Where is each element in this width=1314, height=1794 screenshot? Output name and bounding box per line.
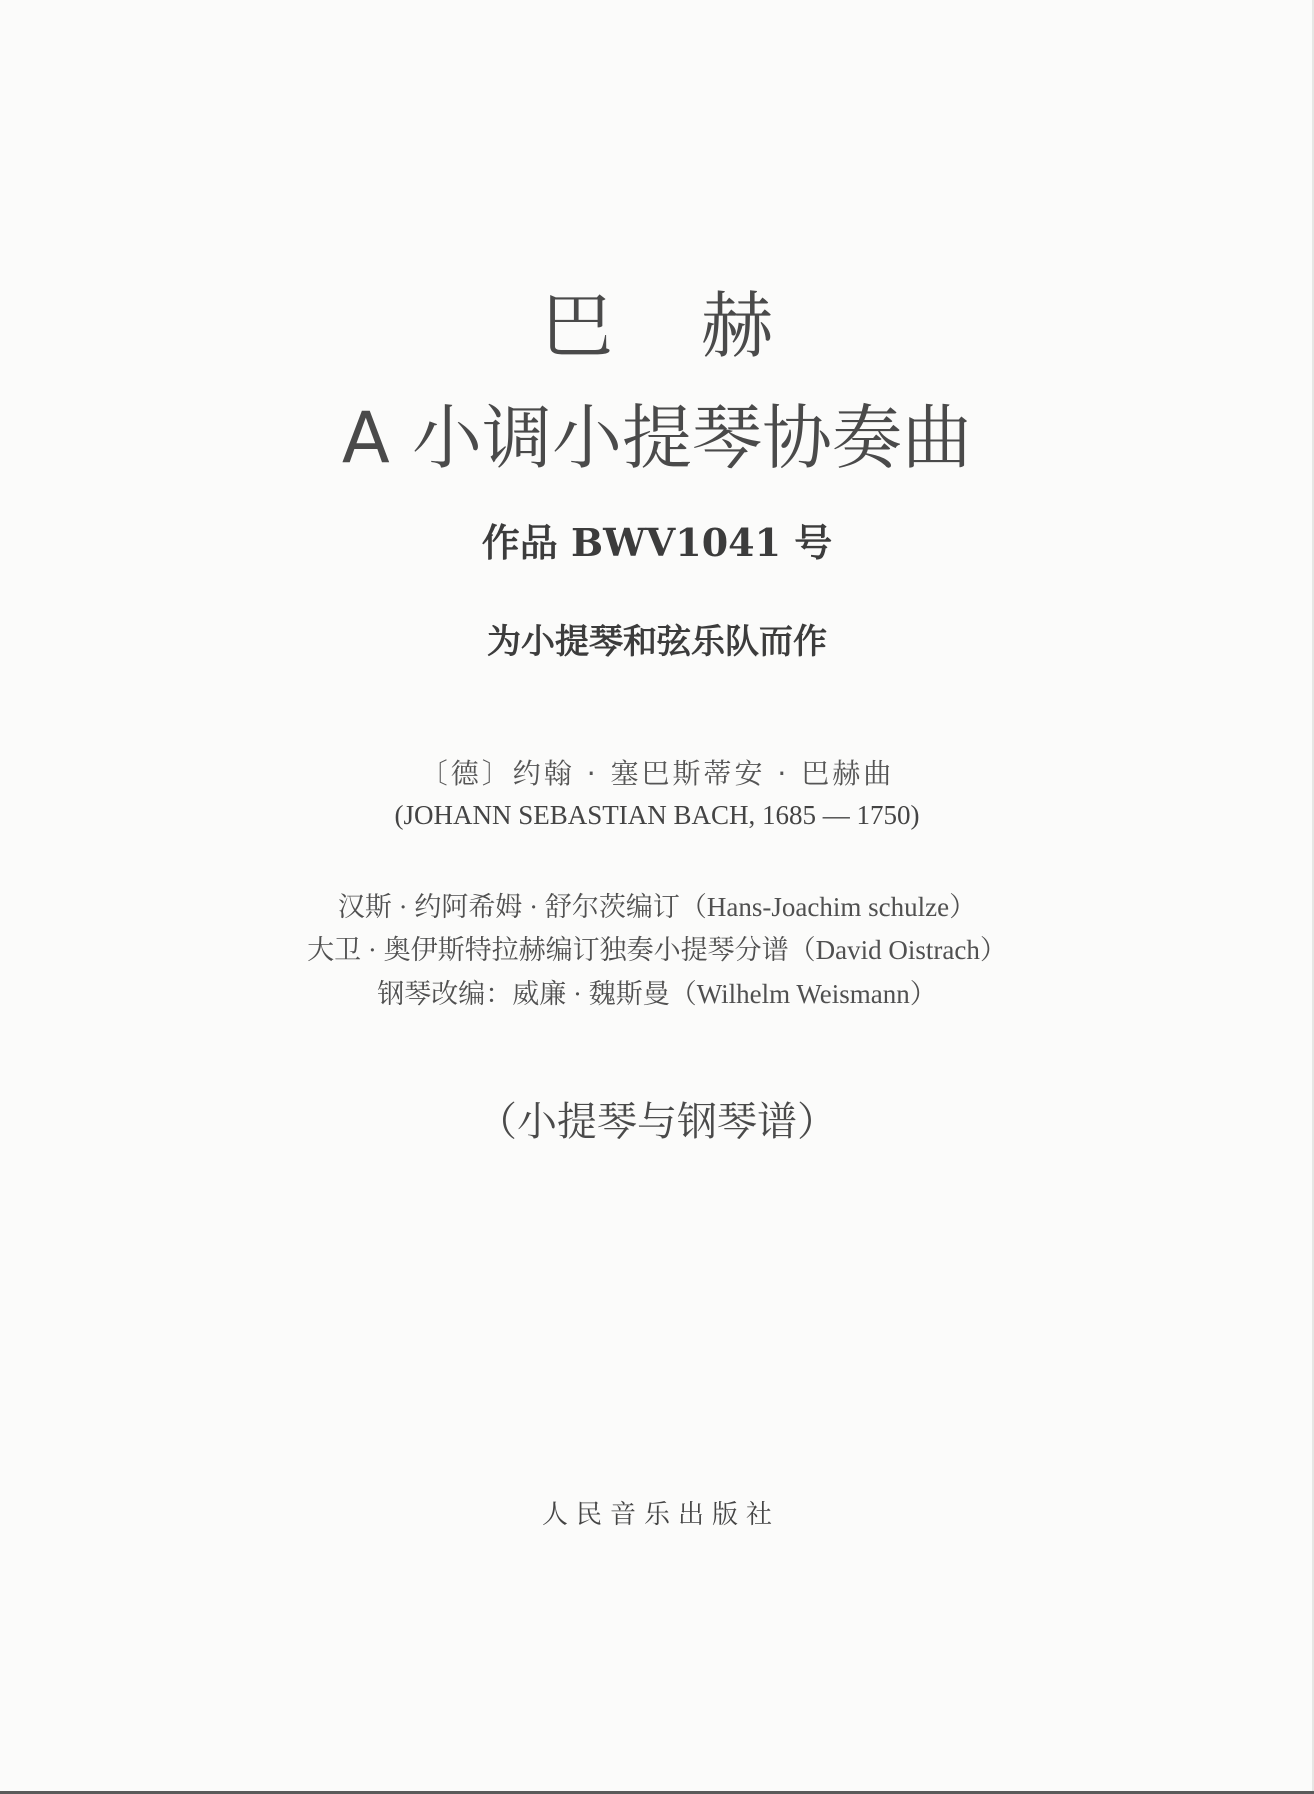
work-title: A 小调小提琴协奏曲 (341, 397, 973, 479)
editor-credit: 汉斯 · 约阿希姆 · 舒尔茨编订（Hans-Joachim schulze） (337, 892, 977, 922)
opus-number: 作品 BWV1041 号 (481, 520, 833, 565)
edition-note: （小提琴与钢琴谱） (477, 1099, 837, 1145)
violin-part-editor-credit: 大卫 · 奥伊斯特拉赫编订独奏小提琴分谱（David Oistrach） (307, 935, 1007, 965)
publisher-name: 人民音乐出版社 (541, 1500, 780, 1530)
scoring-note: 为小提琴和弦乐队而作 (487, 622, 827, 662)
piano-arranger-credit: 钢琴改编：威廉 · 魏斯曼（Wilhelm Weismann） (377, 979, 937, 1009)
composer-name: 巴赫 (540, 284, 861, 368)
composer-credit-english: (JOHANN SEBASTIAN BACH, 1685 — 1750) (394, 800, 920, 830)
composer-credit-chinese: 〔德〕约翰 · 塞巴斯蒂安 · 巴赫曲 (419, 757, 895, 790)
